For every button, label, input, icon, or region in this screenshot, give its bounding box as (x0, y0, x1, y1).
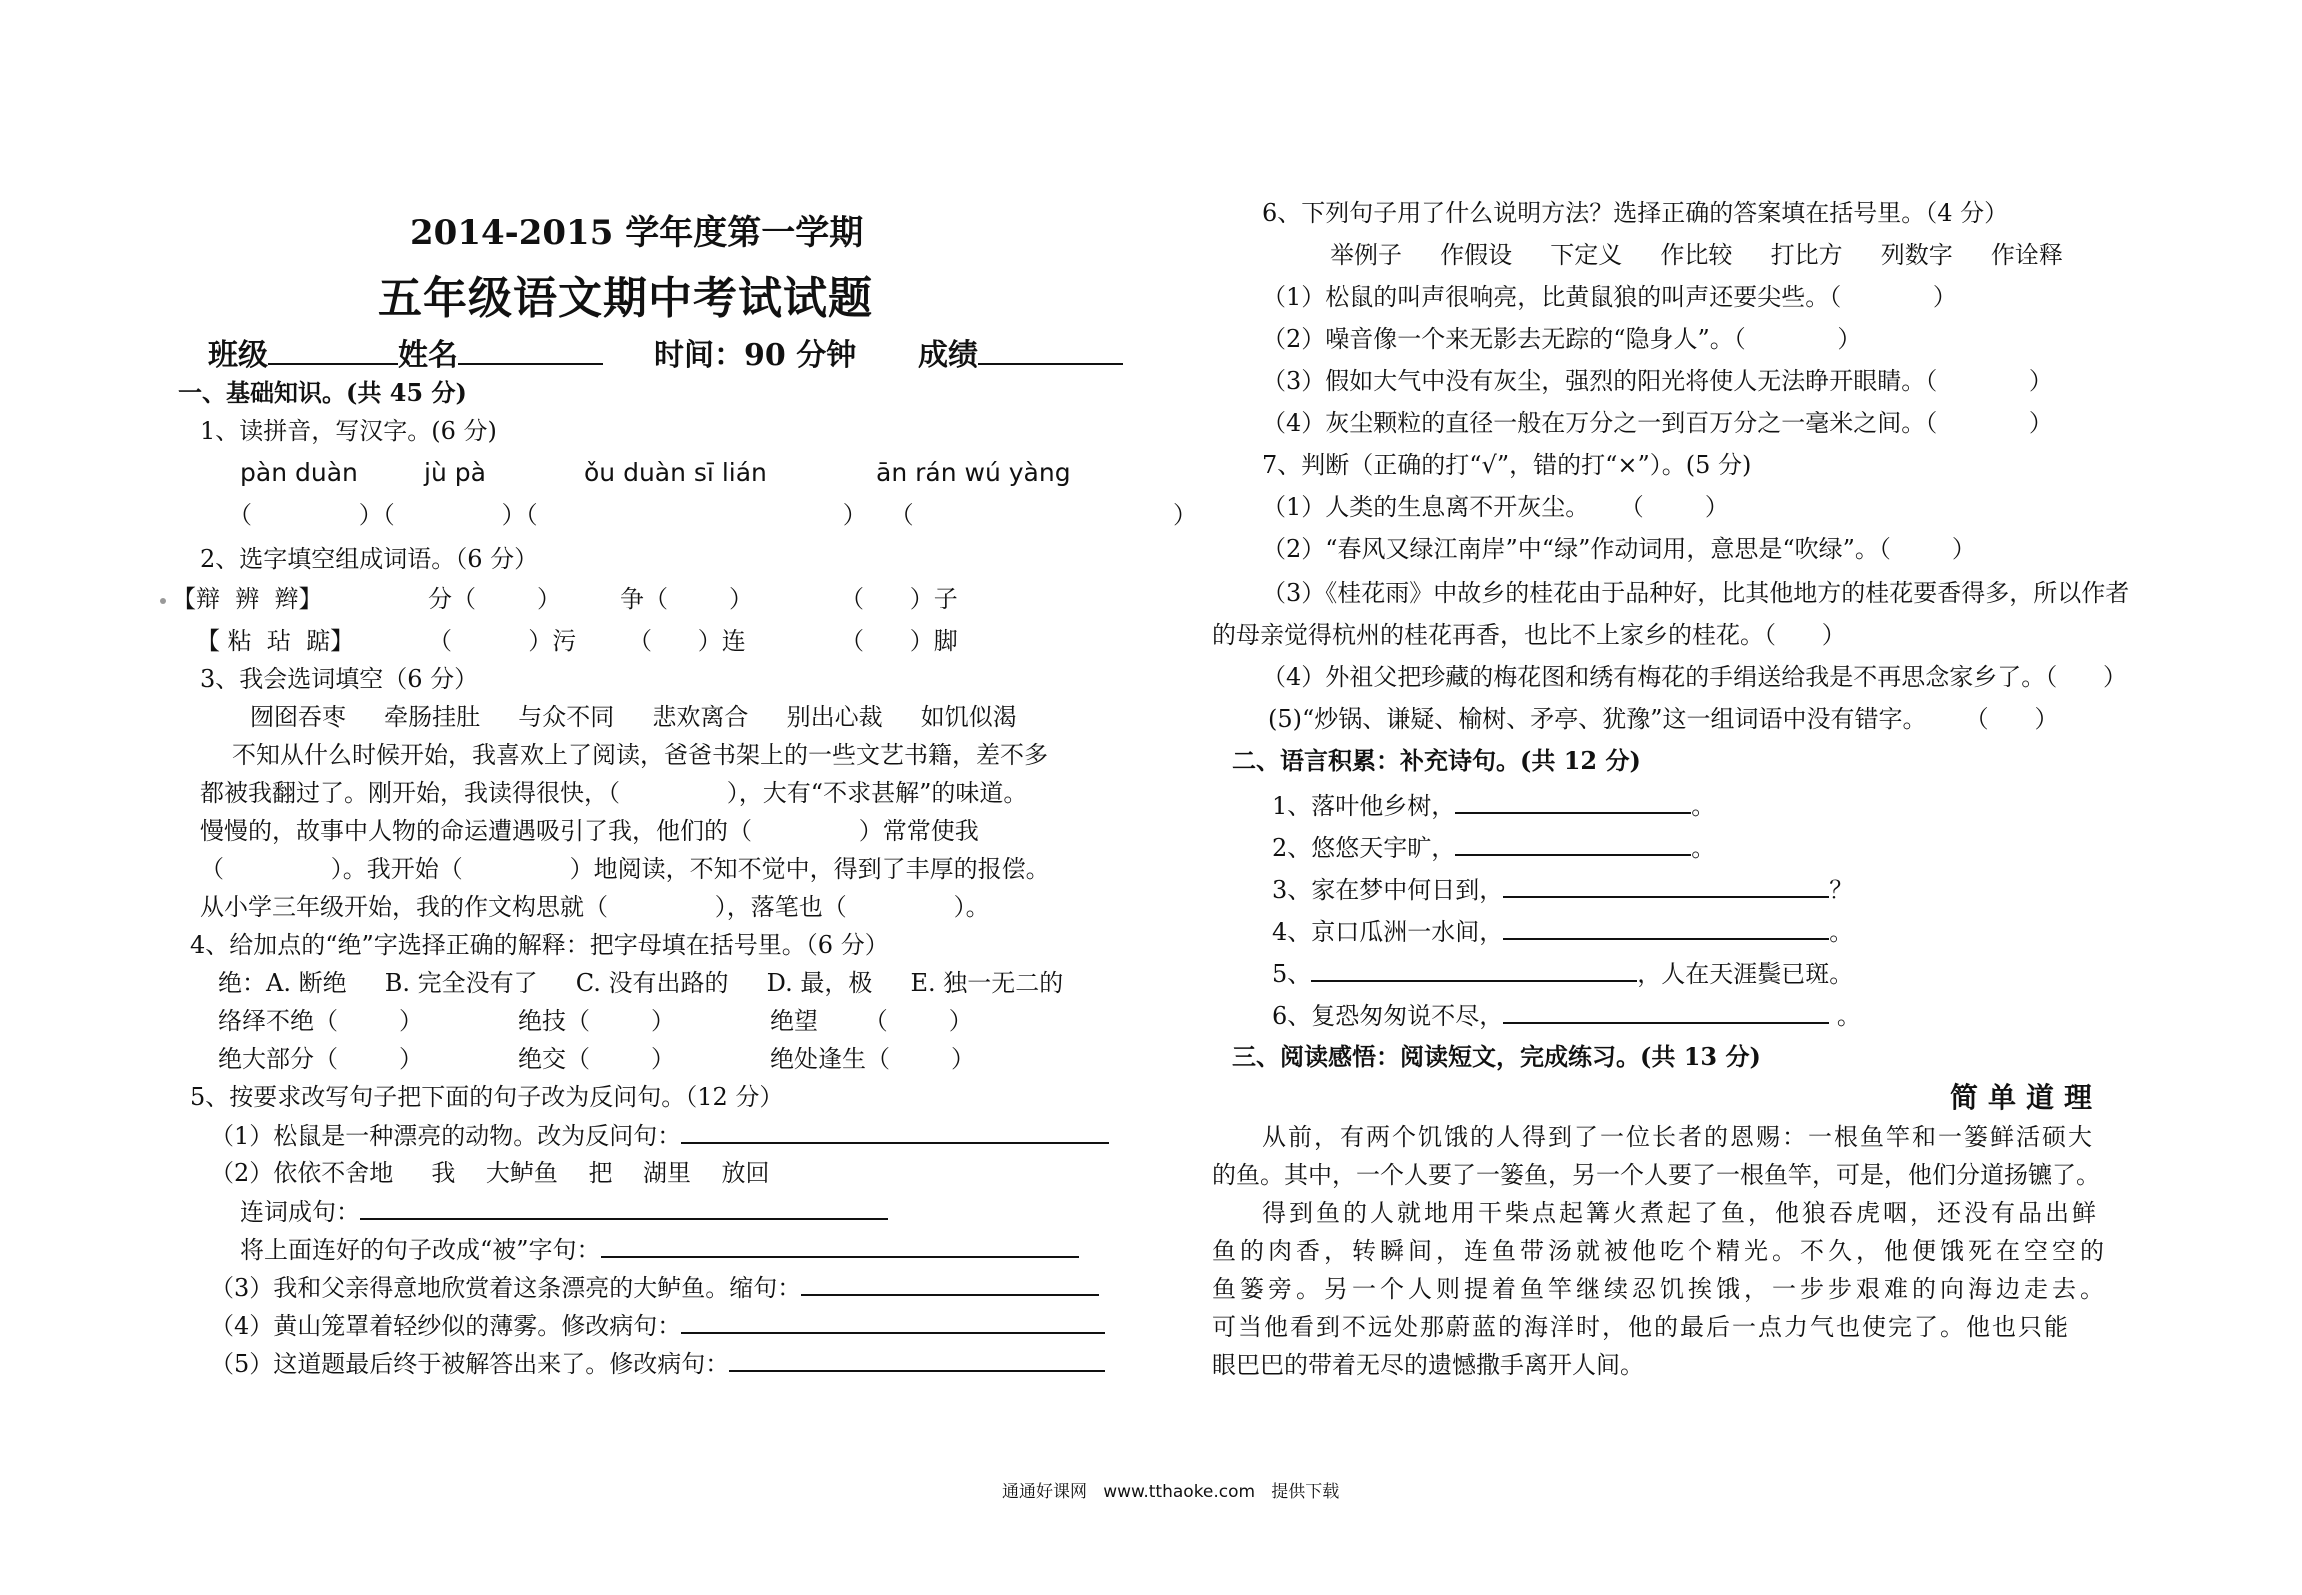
q5-3: （3）我和父亲得意地欣赏着这条漂亮的大鲈鱼。缩句： (210, 1272, 1099, 1303)
q6-title: 6、下列句子用了什么说明方法？选择正确的答案填在括号里。（4 分） (1262, 199, 2009, 227)
q1-title: 1、读拼音，写汉字。(6 分) (200, 417, 497, 445)
q5-4: （4）黄山笼罩着轻纱似的薄雾。修改病句： (210, 1310, 1105, 1341)
q5-1: （1）松鼠是一种漂亮的动物。改为反问句： (210, 1120, 1109, 1151)
q3-paragraph-line: 不知从什么时候开始，我喜欢上了阅读，爸爸书架上的一些文艺书籍，差不多 (232, 741, 1048, 769)
q7-title: 7、判断（正确的打“√”，错的打“×”）。(5 分) (1262, 451, 1752, 479)
pinyin-4: ān rán wú yàng (876, 458, 1071, 487)
answer-line[interactable] (1311, 958, 1637, 982)
story-line: 的鱼。其中，一个人要了一篓鱼，另一个人要了一根鱼竿，可是，他们分道扬镳了。 (1212, 1161, 2100, 1189)
pinyin-answer-brackets[interactable]: （ ）（ ）（ ） （ ） (228, 501, 1198, 529)
q7-item[interactable]: （1）人类的生息离不开灰尘。 （ ） (1262, 493, 1729, 521)
q2-row2-a[interactable]: （ ）污 (428, 627, 577, 655)
story-title: 简单道理 (1950, 1081, 2103, 1114)
poem-1: 1、落叶他乡树， 。 (1272, 792, 1716, 820)
q2-row2-c[interactable]: （ ）脚 (840, 627, 958, 655)
q5-title: 5、按要求改写句子把下面的句子改为反问句。（12 分） (190, 1083, 784, 1111)
q2-row2-group: 【 粘 玷 踮】 (196, 627, 355, 655)
section-2-title: 二、语言积累：补充诗句。(共 12 分) (1232, 746, 1641, 775)
story-line: 眼巴巴的带着无尽的遗憾撒手离开人间。 (1212, 1351, 1644, 1379)
q3-paragraph-line[interactable]: 慢慢的，故事中人物的命运遭遇吸引了我，他们的（ ）常常使我 (200, 817, 979, 845)
story-line: 可当他看到不远处那蔚蓝的海洋时，他的最后一点力气也使完了。他也只能 (1212, 1313, 2070, 1341)
name-label: 姓名 (398, 338, 458, 373)
q2-row1-a[interactable]: 分（ ） (428, 585, 562, 613)
q2-row2-b[interactable]: （ ）连 (628, 627, 746, 655)
section-3-title: 三、阅读感悟：阅读短文，完成练习。(共 13 分) (1232, 1042, 1761, 1071)
poem-2: 2、悠悠天宇旷， 。 (1272, 834, 1716, 862)
q4-item[interactable]: 绝处逢生（ ） (770, 1045, 976, 1073)
poem-6: 6、复恐匆匆说不尽， 。 (1272, 1002, 1861, 1030)
q6-item[interactable]: （4）灰尘颗粒的直径一般在万分之一到百万分之一毫米之间。（ ） (1262, 409, 2053, 437)
q7-item[interactable]: (5)“炒锅、谦疑、榆树、矛亭、犹豫”这一组词语中没有错字。 （ ） (1268, 705, 2059, 733)
score-field[interactable] (918, 330, 1123, 374)
name-field[interactable] (398, 330, 603, 374)
q4-title: 4、给加点的“绝”字选择正确的解释：把字母填在括号里。（6 分） (190, 931, 889, 959)
answer-line[interactable] (681, 1310, 1105, 1334)
q5-2b: 将上面连好的句子改成“被”字句： (240, 1234, 1079, 1265)
class-label: 班级 (208, 338, 268, 373)
poem-5: 5、 ，人在天涯鬓已斑。 (1272, 960, 1854, 988)
answer-line[interactable] (601, 1234, 1079, 1258)
poem-4: 4、京口瓜洲一水间， 。 (1272, 918, 1854, 946)
q7-item[interactable]: （2）“春风又绿江南岸”中“绿”作动词用，意思是“吹绿”。（ ） (1262, 535, 1976, 563)
poem-3: 3、家在梦中何日到， ？ (1272, 876, 1854, 904)
q4-item[interactable]: 绝望 （ ） (770, 1007, 973, 1035)
section-1-title: 一、基础知识。(共 45 分) (178, 378, 467, 407)
answer-line[interactable] (1503, 1000, 1829, 1024)
answer-line[interactable] (801, 1272, 1099, 1296)
answer-line[interactable] (1455, 790, 1691, 814)
q2-title: 2、选字填空组成词语。（6 分） (200, 545, 539, 573)
story-line: 鱼的肉香，转瞬间，连鱼带汤就被他吃个精光。不久，他便饿死在空空的 (1212, 1237, 2108, 1265)
pinyin-2: jù pà (424, 458, 486, 487)
answer-line[interactable] (360, 1196, 888, 1220)
q2-row1-b[interactable]: 争（ ） (620, 585, 754, 613)
q6-item[interactable]: （1）松鼠的叫声很响亮，比黄鼠狼的叫声还要尖些。（ ） (1262, 283, 1957, 311)
q7-item[interactable]: （4）外祖父把珍藏的梅花图和绣有梅花的手绢送给我是不再思念家乡了。（ ） (1262, 663, 2128, 691)
story-line: 鱼篓旁。另一个人则提着鱼竿继续忍饥挨饿，一步步艰难的向海边走去。 (1212, 1275, 2108, 1303)
q6-item[interactable]: （2）噪音像一个来无影去无踪的“隐身人”。（ ） (1262, 325, 1862, 353)
answer-line[interactable] (1503, 874, 1829, 898)
q3-title: 3、我会选词填空（6 分） (200, 665, 479, 693)
q4-options: 绝：A. 断绝 B. 完全没有了 C. 没有出路的 D. 最，极 E. 独一无二的 (218, 969, 1064, 997)
pinyin-3: ǒu duàn sī lián (584, 458, 767, 487)
dot-mark (160, 598, 166, 604)
q3-paragraph-line[interactable]: （ ）。我开始（ ）地阅读，不知不觉中，得到了丰厚的报偿。 (200, 855, 1050, 883)
q5-2: （2）依依不舍地 我 大鲈鱼 把 湖里 放回 (210, 1159, 770, 1187)
answer-line[interactable] (681, 1120, 1109, 1144)
q2-row1-group: 【辩 辨 辫】 (160, 584, 323, 614)
story-line: 得到鱼的人就地用干柴点起篝火煮起了鱼，他狼吞虎咽，还没有品出鲜 (1262, 1199, 2099, 1227)
q3-paragraph-line[interactable]: 都被我翻过了。刚开始，我读得很快，（ ），大有“不求甚解”的味道。 (200, 779, 1028, 807)
q2-row1-c[interactable]: （ ）子 (840, 585, 958, 613)
q4-item[interactable]: 绝交（ ） (518, 1045, 676, 1073)
answer-line[interactable] (1455, 832, 1691, 856)
q3-word-bank: 囫囵吞枣 牵肠挂肚 与众不同 悲欢离合 别出心裁 如饥似渴 (250, 703, 1017, 731)
q5-2a: 连词成句： (240, 1196, 888, 1227)
q5-5: （5）这道题最后终于被解答出来了。修改病句： (210, 1348, 1105, 1379)
class-field[interactable] (208, 330, 398, 374)
time-label: 时间：90 分钟 (654, 338, 857, 373)
q4-item[interactable]: 绝大部分（ ） (218, 1045, 424, 1073)
q4-item[interactable]: 络绎不绝（ ） (218, 1007, 424, 1035)
q6-item[interactable]: （3）假如大气中没有灰尘，强烈的阳光将使人无法睁开眼睛。（ ） (1262, 367, 2053, 395)
story-line: 从前，有两个饥饿的人得到了一位长者的恩赐：一根鱼竿和一篓鲜活硕大 (1262, 1123, 2094, 1151)
answer-line[interactable] (1503, 916, 1829, 940)
q6-methods: 举例子 作假设 下定义 作比较 打比方 列数字 作诠释 (1330, 241, 2063, 269)
q7-item[interactable]: 的母亲觉得杭州的桂花再香，也比不上家乡的桂花。（ ） (1212, 621, 1846, 649)
footer-credit: 通通好课网 www.tthaoke.com 提供下载 (1002, 1482, 1340, 1502)
q4-item[interactable]: 绝技（ ） (518, 1007, 676, 1035)
score-label: 成绩 (918, 338, 978, 373)
pinyin-1: pàn duàn (240, 458, 358, 487)
year-title: 2014-2015 学年度第一学期 (410, 213, 864, 253)
q3-paragraph-line[interactable]: 从小学三年级开始，我的作文构思就（ ），落笔也（ ）。 (200, 893, 990, 921)
answer-line[interactable] (729, 1348, 1105, 1372)
exam-title: 五年级语文期中考试试题 (378, 273, 873, 324)
q7-item: （3）《桂花雨》中故乡的桂花由于品种好，比其他地方的桂花要香得多，所以作者 (1262, 579, 2130, 607)
